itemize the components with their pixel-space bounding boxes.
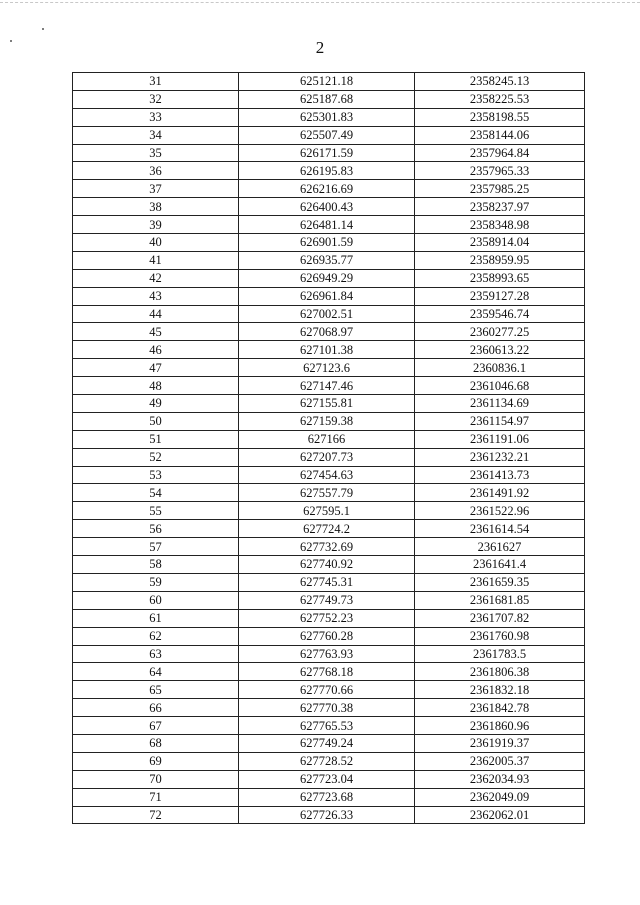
table-row bbox=[73, 663, 585, 681]
point-number-cell: 64 bbox=[73, 663, 239, 681]
y-coordinate-cell: 2361783.5 bbox=[415, 645, 585, 663]
y-coordinate-cell: 2361919.37 bbox=[415, 734, 585, 752]
point-number-cell: 53 bbox=[73, 466, 239, 484]
y-coordinate-cell: 2362034.93 bbox=[415, 770, 585, 788]
y-coordinate-cell: 2361614.54 bbox=[415, 520, 585, 538]
point-number-cell: 44 bbox=[73, 305, 239, 323]
y-coordinate-cell: 2362005.37 bbox=[415, 752, 585, 770]
x-coordinate-cell: 627123.6 bbox=[239, 359, 415, 377]
point-number-cell: 33 bbox=[73, 108, 239, 126]
table-row bbox=[73, 198, 585, 216]
point-number-cell: 49 bbox=[73, 395, 239, 413]
x-coordinate-cell: 627745.31 bbox=[239, 573, 415, 591]
y-coordinate-cell: 2357964.84 bbox=[415, 144, 585, 162]
y-coordinate-cell: 2358245.13 bbox=[415, 73, 585, 91]
y-coordinate-cell: 2357965.33 bbox=[415, 162, 585, 180]
x-coordinate-cell: 627166 bbox=[239, 430, 415, 448]
y-coordinate-cell: 2360613.22 bbox=[415, 341, 585, 359]
y-coordinate-cell: 2361806.38 bbox=[415, 663, 585, 681]
point-number-cell: 66 bbox=[73, 699, 239, 717]
table-row bbox=[73, 395, 585, 413]
point-number-cell: 50 bbox=[73, 412, 239, 430]
point-number-cell: 39 bbox=[73, 216, 239, 234]
x-coordinate-cell: 626171.59 bbox=[239, 144, 415, 162]
y-coordinate-cell: 2360836.1 bbox=[415, 359, 585, 377]
scan-speck bbox=[42, 28, 44, 30]
y-coordinate-cell: 2358348.98 bbox=[415, 216, 585, 234]
point-number-cell: 70 bbox=[73, 770, 239, 788]
point-number-cell: 54 bbox=[73, 484, 239, 502]
x-coordinate-cell: 626935.77 bbox=[239, 251, 415, 269]
point-number-cell: 37 bbox=[73, 180, 239, 198]
point-number-cell: 47 bbox=[73, 359, 239, 377]
point-number-cell: 34 bbox=[73, 126, 239, 144]
table-row bbox=[73, 627, 585, 645]
x-coordinate-cell: 627454.63 bbox=[239, 466, 415, 484]
x-coordinate-cell: 627765.53 bbox=[239, 717, 415, 735]
point-number-cell: 55 bbox=[73, 502, 239, 520]
x-coordinate-cell: 627155.81 bbox=[239, 395, 415, 413]
table-row bbox=[73, 180, 585, 198]
y-coordinate-cell: 2357985.25 bbox=[415, 180, 585, 198]
x-coordinate-cell: 627726.33 bbox=[239, 806, 415, 824]
point-number-cell: 62 bbox=[73, 627, 239, 645]
x-coordinate-cell: 627740.92 bbox=[239, 556, 415, 574]
table-row bbox=[73, 162, 585, 180]
point-number-cell: 40 bbox=[73, 234, 239, 252]
table-row bbox=[73, 734, 585, 752]
point-number-cell: 52 bbox=[73, 448, 239, 466]
table-row bbox=[73, 770, 585, 788]
table-row bbox=[73, 73, 585, 91]
point-number-cell: 68 bbox=[73, 734, 239, 752]
point-number-cell: 32 bbox=[73, 90, 239, 108]
point-number-cell: 63 bbox=[73, 645, 239, 663]
y-coordinate-cell: 2362062.01 bbox=[415, 806, 585, 824]
point-number-cell: 38 bbox=[73, 198, 239, 216]
table-row bbox=[73, 359, 585, 377]
y-coordinate-cell: 2361681.85 bbox=[415, 591, 585, 609]
table-row bbox=[73, 752, 585, 770]
table-row bbox=[73, 717, 585, 735]
x-coordinate-cell: 626901.59 bbox=[239, 234, 415, 252]
point-number-cell: 65 bbox=[73, 681, 239, 699]
y-coordinate-cell: 2361707.82 bbox=[415, 609, 585, 627]
x-coordinate-cell: 626949.29 bbox=[239, 269, 415, 287]
table-row bbox=[73, 377, 585, 395]
point-number-cell: 59 bbox=[73, 573, 239, 591]
point-number-cell: 51 bbox=[73, 430, 239, 448]
y-coordinate-cell: 2361522.96 bbox=[415, 502, 585, 520]
y-coordinate-cell: 2359546.74 bbox=[415, 305, 585, 323]
x-coordinate-cell: 626961.84 bbox=[239, 287, 415, 305]
y-coordinate-cell: 2361232.21 bbox=[415, 448, 585, 466]
point-number-cell: 67 bbox=[73, 717, 239, 735]
x-coordinate-cell: 627595.1 bbox=[239, 502, 415, 520]
x-coordinate-cell: 627732.69 bbox=[239, 538, 415, 556]
point-number-cell: 57 bbox=[73, 538, 239, 556]
y-coordinate-cell: 2361659.35 bbox=[415, 573, 585, 591]
table-row bbox=[73, 341, 585, 359]
table-row bbox=[73, 305, 585, 323]
table-row bbox=[73, 269, 585, 287]
table-row bbox=[73, 251, 585, 269]
x-coordinate-cell: 627763.93 bbox=[239, 645, 415, 663]
table-row bbox=[73, 806, 585, 824]
x-coordinate-cell: 627770.66 bbox=[239, 681, 415, 699]
x-coordinate-cell: 627207.73 bbox=[239, 448, 415, 466]
table-row bbox=[73, 126, 585, 144]
point-number-cell: 35 bbox=[73, 144, 239, 162]
y-coordinate-cell: 2361641.4 bbox=[415, 556, 585, 574]
y-coordinate-cell: 2361154.97 bbox=[415, 412, 585, 430]
y-coordinate-cell: 2358993.65 bbox=[415, 269, 585, 287]
x-coordinate-cell: 627068.97 bbox=[239, 323, 415, 341]
y-coordinate-cell: 2361832.18 bbox=[415, 681, 585, 699]
y-coordinate-cell: 2358225.53 bbox=[415, 90, 585, 108]
y-coordinate-cell: 2358198.55 bbox=[415, 108, 585, 126]
point-number-cell: 72 bbox=[73, 806, 239, 824]
x-coordinate-cell: 625507.49 bbox=[239, 126, 415, 144]
point-number-cell: 45 bbox=[73, 323, 239, 341]
table-row bbox=[73, 788, 585, 806]
y-coordinate-cell: 2358144.06 bbox=[415, 126, 585, 144]
y-coordinate-cell: 2358237.97 bbox=[415, 198, 585, 216]
x-coordinate-cell: 627770.38 bbox=[239, 699, 415, 717]
table-row bbox=[73, 430, 585, 448]
y-coordinate-cell: 2361860.96 bbox=[415, 717, 585, 735]
point-number-cell: 42 bbox=[73, 269, 239, 287]
point-number-cell: 71 bbox=[73, 788, 239, 806]
x-coordinate-cell: 627723.04 bbox=[239, 770, 415, 788]
table-row bbox=[73, 609, 585, 627]
y-coordinate-cell: 2361191.06 bbox=[415, 430, 585, 448]
table-row bbox=[73, 108, 585, 126]
point-number-cell: 48 bbox=[73, 377, 239, 395]
x-coordinate-cell: 627101.38 bbox=[239, 341, 415, 359]
x-coordinate-cell: 625301.83 bbox=[239, 108, 415, 126]
x-coordinate-cell: 626195.83 bbox=[239, 162, 415, 180]
x-coordinate-cell: 627749.24 bbox=[239, 734, 415, 752]
x-coordinate-cell: 627557.79 bbox=[239, 484, 415, 502]
x-coordinate-cell: 627728.52 bbox=[239, 752, 415, 770]
y-coordinate-cell: 2362049.09 bbox=[415, 788, 585, 806]
x-coordinate-cell: 625121.18 bbox=[239, 73, 415, 91]
point-number-cell: 60 bbox=[73, 591, 239, 609]
y-coordinate-cell: 2361760.98 bbox=[415, 627, 585, 645]
point-number-cell: 56 bbox=[73, 520, 239, 538]
x-coordinate-cell: 627760.28 bbox=[239, 627, 415, 645]
x-coordinate-cell: 626481.14 bbox=[239, 216, 415, 234]
table-row bbox=[73, 699, 585, 717]
table-row bbox=[73, 323, 585, 341]
table-row bbox=[73, 681, 585, 699]
page-number: 2 bbox=[315, 38, 325, 57]
table-row bbox=[73, 556, 585, 574]
table-row bbox=[73, 502, 585, 520]
x-coordinate-cell: 627159.38 bbox=[239, 412, 415, 430]
table-row bbox=[73, 645, 585, 663]
y-coordinate-cell: 2361842.78 bbox=[415, 699, 585, 717]
coordinate-table-body bbox=[73, 73, 585, 824]
x-coordinate-cell: 625187.68 bbox=[239, 90, 415, 108]
x-coordinate-cell: 627749.73 bbox=[239, 591, 415, 609]
table-row bbox=[73, 484, 585, 502]
y-coordinate-cell: 2359127.28 bbox=[415, 287, 585, 305]
table-row bbox=[73, 216, 585, 234]
scan-border-line bbox=[0, 2, 640, 3]
point-number-cell: 31 bbox=[73, 73, 239, 91]
x-coordinate-cell: 626400.43 bbox=[239, 198, 415, 216]
y-coordinate-cell: 2361627 bbox=[415, 538, 585, 556]
x-coordinate-cell: 627724.2 bbox=[239, 520, 415, 538]
y-coordinate-cell: 2361491.92 bbox=[415, 484, 585, 502]
x-coordinate-cell: 627002.51 bbox=[239, 305, 415, 323]
x-coordinate-cell: 627723.68 bbox=[239, 788, 415, 806]
x-coordinate-cell: 627147.46 bbox=[239, 377, 415, 395]
y-coordinate-cell: 2361413.73 bbox=[415, 466, 585, 484]
point-number-cell: 58 bbox=[73, 556, 239, 574]
y-coordinate-cell: 2358959.95 bbox=[415, 251, 585, 269]
table-row bbox=[73, 466, 585, 484]
point-number-cell: 61 bbox=[73, 609, 239, 627]
y-coordinate-cell: 2358914.04 bbox=[415, 234, 585, 252]
table-row bbox=[73, 90, 585, 108]
table-row bbox=[73, 520, 585, 538]
y-coordinate-cell: 2361046.68 bbox=[415, 377, 585, 395]
point-number-cell: 46 bbox=[73, 341, 239, 359]
table-row bbox=[73, 538, 585, 556]
y-coordinate-cell: 2361134.69 bbox=[415, 395, 585, 413]
point-number-cell: 41 bbox=[73, 251, 239, 269]
table-row bbox=[73, 234, 585, 252]
point-number-cell: 36 bbox=[73, 162, 239, 180]
coordinate-table bbox=[72, 72, 585, 824]
table-row bbox=[73, 591, 585, 609]
table-row bbox=[73, 144, 585, 162]
point-number-cell: 69 bbox=[73, 752, 239, 770]
table-row bbox=[73, 412, 585, 430]
table-row bbox=[73, 573, 585, 591]
x-coordinate-cell: 627768.18 bbox=[239, 663, 415, 681]
point-number-cell: 43 bbox=[73, 287, 239, 305]
x-coordinate-cell: 626216.69 bbox=[239, 180, 415, 198]
x-coordinate-cell: 627752.23 bbox=[239, 609, 415, 627]
table-row bbox=[73, 287, 585, 305]
table-row bbox=[73, 448, 585, 466]
y-coordinate-cell: 2360277.25 bbox=[415, 323, 585, 341]
